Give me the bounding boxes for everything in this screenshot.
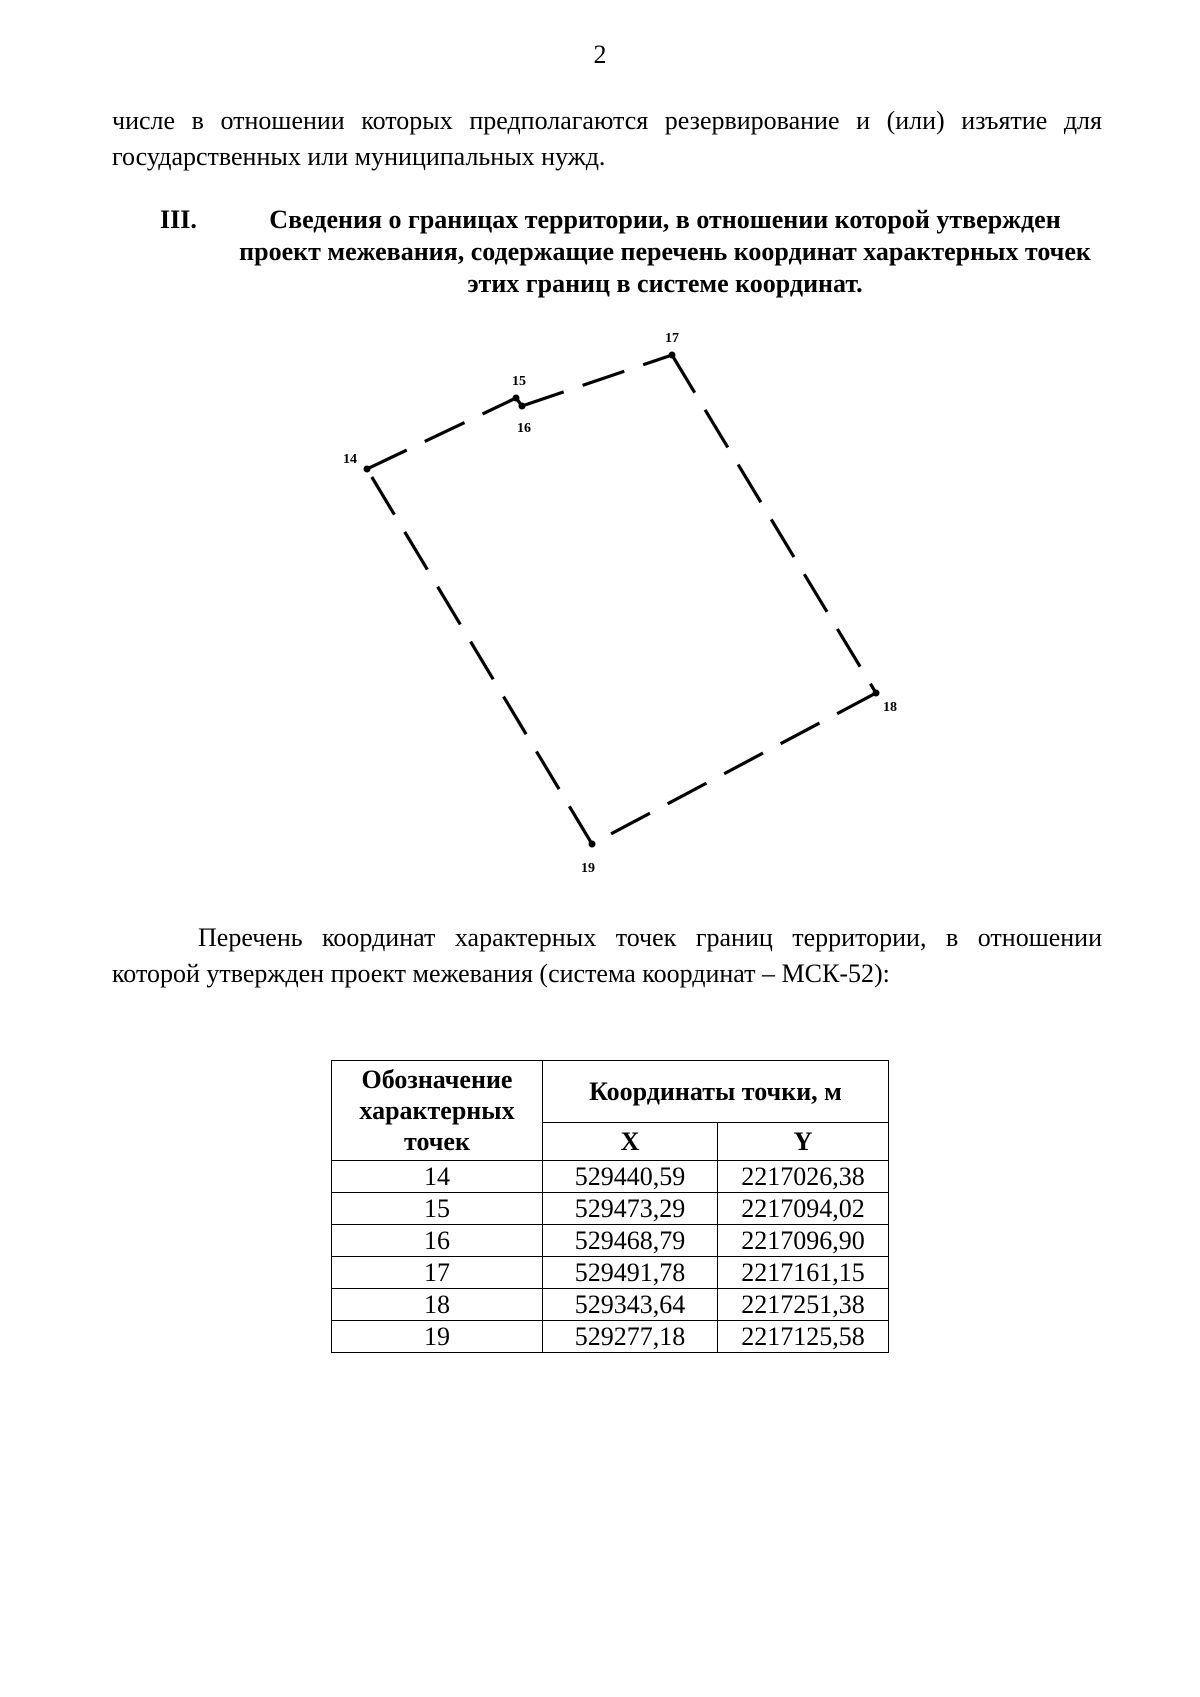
x-cell: 529491,78 — [543, 1257, 718, 1289]
boundary-segment-16-17 — [522, 355, 672, 406]
boundary-point-17 — [669, 352, 676, 359]
point-cell: 14 — [332, 1161, 543, 1193]
table-row — [332, 1321, 889, 1353]
boundary-segment-18-19 — [592, 693, 876, 844]
table-row — [332, 1289, 889, 1321]
intro-paragraph: числе в отношении которых предполагаются резервирование и (или) изъятие для государственных или муниципальных нужд. — [112, 106, 1102, 171]
point-label-16: 16 — [517, 421, 531, 436]
page-number: 2 — [593, 40, 607, 69]
boundary-point-18 — [873, 690, 880, 697]
x-cell: 529277,18 — [543, 1321, 718, 1353]
y-cell: 2217094,02 — [718, 1193, 889, 1225]
boundary-lines — [367, 355, 876, 844]
boundary-point-14 — [364, 466, 371, 473]
point-cell: 17 — [332, 1257, 543, 1289]
y-cell: 2217096,90 — [718, 1225, 889, 1257]
y-cell: 2217251,38 — [718, 1289, 889, 1321]
point-label-14: 14 — [343, 452, 357, 467]
boundary-segment-19-14 — [367, 469, 592, 844]
table-row — [332, 1225, 889, 1257]
boundary-segment-17-18 — [672, 355, 876, 693]
coordinates-table — [331, 1060, 889, 1353]
point-label-18: 18 — [883, 700, 897, 715]
point-designation-header: Обозначение характерных точек — [332, 1061, 543, 1161]
section-number: III. — [160, 205, 197, 234]
point-cell: 16 — [332, 1225, 543, 1257]
x-cell: 529343,64 — [543, 1289, 718, 1321]
coordinates-header: Координаты точки, м — [543, 1061, 889, 1123]
x-cell: 529440,59 — [543, 1161, 718, 1193]
list-paragraph: Перечень координат характерных точек границ территории, в отношении которой утвержден проект межевания (система координат – МСК-52): — [112, 923, 1102, 988]
boundary-point-19 — [589, 841, 596, 848]
y-cell: 2217125,58 — [718, 1321, 889, 1353]
x-header: X — [543, 1123, 718, 1161]
table-row — [332, 1193, 889, 1225]
boundary-point-15 — [513, 395, 520, 402]
table-row — [332, 1257, 889, 1289]
section-title: Сведения о границах территории, в отношении которой утвержден проект межевания, содержащие перечень координат характерных точек этих границ в системе координат. — [239, 205, 1091, 298]
x-cell: 529468,79 — [543, 1225, 718, 1257]
boundary-diagram — [0, 320, 1200, 880]
boundary-segment-14-15 — [367, 398, 516, 469]
y-cell: 2217026,38 — [718, 1161, 889, 1193]
point-cell: 15 — [332, 1193, 543, 1225]
x-cell: 529473,29 — [543, 1193, 718, 1225]
point-label-15: 15 — [512, 374, 526, 389]
point-cell: 18 — [332, 1289, 543, 1321]
point-cell: 19 — [332, 1321, 543, 1353]
point-label-19: 19 — [581, 861, 595, 876]
boundary-point-16 — [519, 403, 526, 410]
y-header: Y — [718, 1123, 889, 1161]
point-label-17: 17 — [665, 331, 679, 346]
table-row — [332, 1161, 889, 1193]
y-cell: 2217161,15 — [718, 1257, 889, 1289]
